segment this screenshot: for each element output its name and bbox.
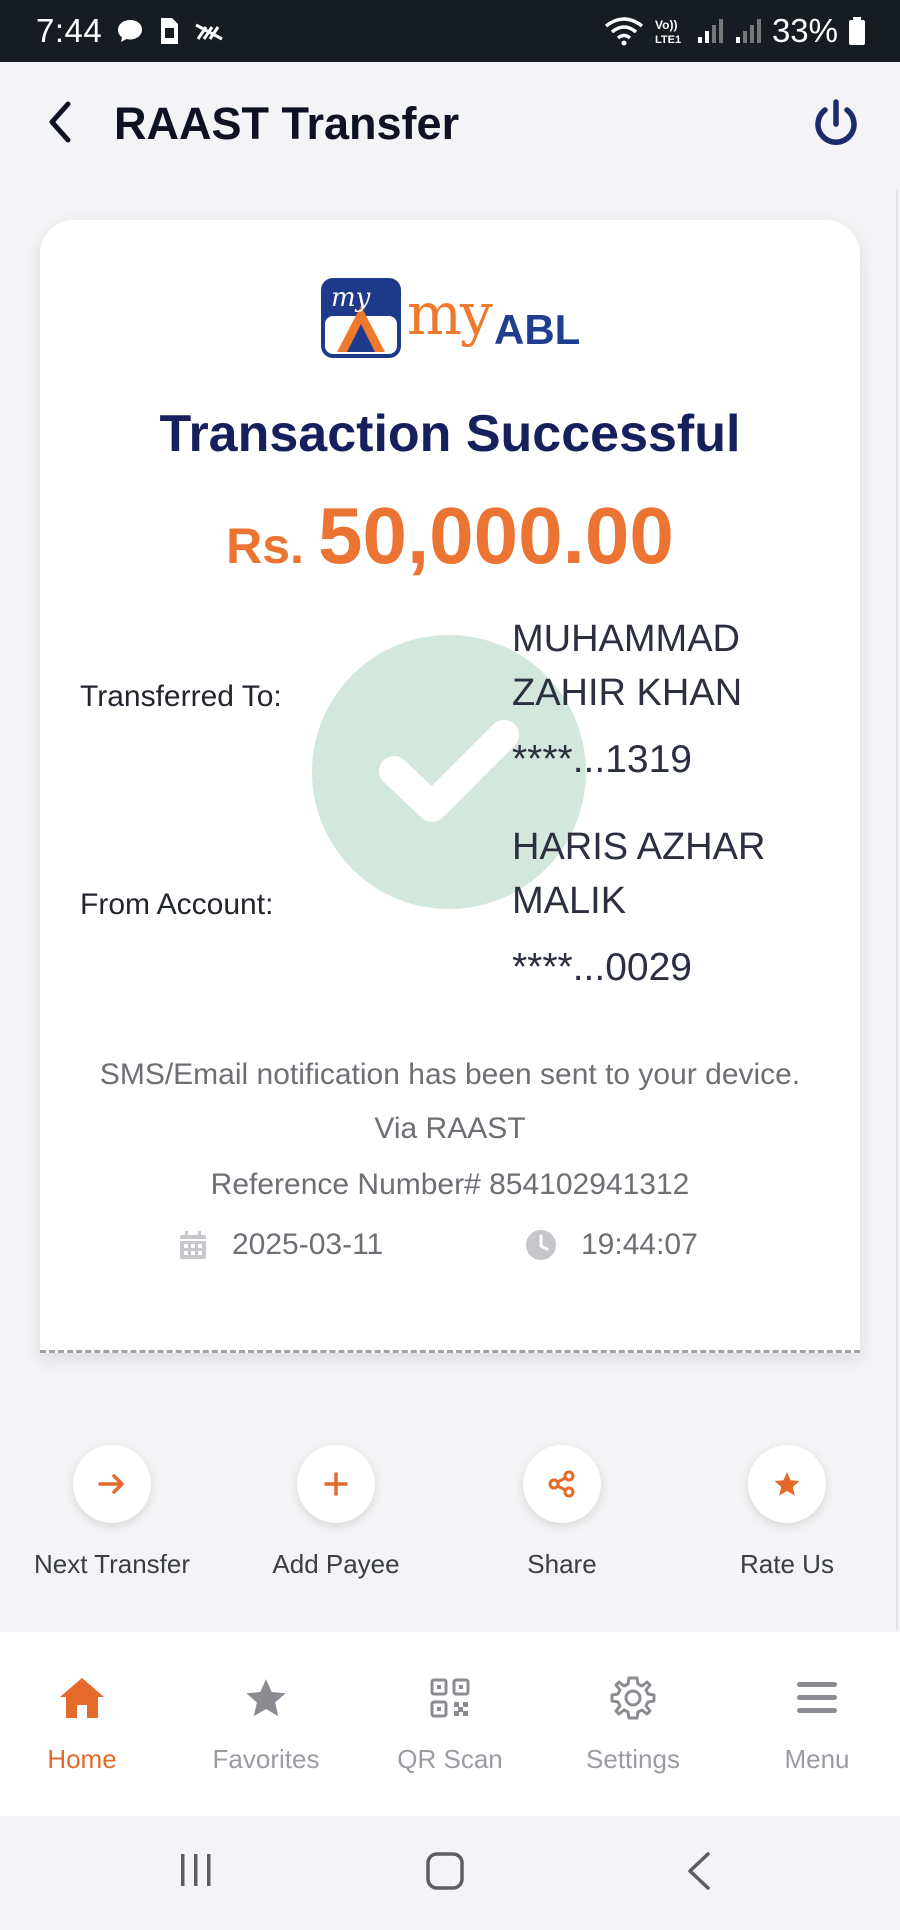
chevron-left-icon (46, 100, 74, 149)
recent-apps-icon (176, 1850, 216, 1890)
receipt-card (40, 220, 860, 1353)
payee-name-line1: MUHAMMAD (512, 618, 740, 660)
nav-icon-wrap (176, 1668, 356, 1728)
hamburger-menu-icon (795, 1678, 839, 1718)
back-button[interactable] (38, 96, 82, 152)
clock-icon (525, 1229, 557, 1261)
logo-text-my: my (407, 280, 491, 348)
nav-label: Favorites (212, 1744, 320, 1774)
time-value: 19:44:07 (581, 1228, 698, 1261)
payee-account: ****...1319 (512, 738, 692, 781)
sender-name-line1: HARIS AZHAR (512, 826, 766, 868)
notification-message: SMS/Email notification has been sent to your device. (99, 1058, 801, 1091)
nav-settings[interactable] (543, 1668, 723, 1775)
sender-name-line2: MALIK (512, 880, 627, 922)
sim-icon (158, 16, 180, 46)
action-label: Rate Us (740, 1549, 834, 1579)
home-system-button[interactable] (424, 1850, 466, 1892)
system-back-button[interactable] (682, 1850, 716, 1892)
action-circle[interactable] (523, 1445, 601, 1523)
qr-code-icon (430, 1678, 470, 1718)
power-icon (808, 139, 864, 156)
logo-mark-text: my (331, 283, 371, 313)
date-value: 2025-03-11 (232, 1228, 384, 1261)
action-label: Share (527, 1549, 597, 1579)
logo-text-abl: ABL (494, 306, 581, 353)
add-payee-button[interactable] (226, 1445, 446, 1580)
amount (40, 490, 860, 582)
nav-icon-wrap (360, 1668, 540, 1728)
logout-button[interactable] (808, 96, 864, 152)
channel-text: Via RAAST (374, 1112, 526, 1145)
back-chevron-icon (682, 1850, 716, 1892)
recent-apps-button[interactable] (176, 1850, 216, 1890)
share-icon (548, 1470, 576, 1498)
svg-text:Vo)): Vo)) (654, 18, 678, 32)
checkmark-icon (374, 701, 524, 841)
battery-icon (848, 16, 866, 46)
bottom-navigation (0, 1632, 900, 1816)
transaction-date (178, 1228, 383, 1262)
message-bubble-icon (116, 18, 144, 44)
action-label: Next Transfer (33, 1549, 191, 1579)
nav-label: Home (47, 1744, 117, 1774)
receipt-tear-line (40, 1350, 860, 1353)
nav-label: Settings (586, 1744, 680, 1774)
scroll-edge (896, 190, 898, 1630)
nav-menu[interactable] (727, 1668, 900, 1775)
signal-slash-icon (194, 19, 224, 43)
nav-icon-wrap (543, 1668, 723, 1728)
signal-bars-icon (734, 17, 762, 45)
gear-icon (609, 1674, 657, 1722)
sender-account: ****...0029 (512, 946, 692, 989)
status-time: 7:44 (36, 12, 103, 49)
volte-icon (654, 16, 686, 46)
myabl-logo-mark-icon (319, 276, 403, 360)
app-header (0, 62, 900, 187)
svg-text:LTE1: LTE1 (654, 34, 682, 46)
payee-name-line2: ZAHIR KHAN (512, 672, 743, 714)
system-navigation-bar (0, 1816, 900, 1930)
nav-favorites[interactable] (176, 1668, 356, 1775)
transaction-status-title: Transaction Successful (159, 405, 741, 463)
nav-label: QR Scan (397, 1744, 503, 1774)
star-icon (773, 1470, 801, 1498)
nav-icon-wrap (727, 1668, 900, 1728)
wifi-icon (604, 16, 644, 46)
signal-bars-icon (696, 17, 724, 45)
myabl-logo (319, 276, 585, 368)
arrow-right-icon (97, 1473, 127, 1495)
amount-currency: Rs. (226, 518, 304, 574)
calendar-icon (178, 1229, 208, 1261)
plus-icon (323, 1471, 349, 1497)
status-right (604, 12, 866, 50)
reference-number: Reference Number# 854102941312 (210, 1168, 690, 1201)
action-circle[interactable] (748, 1445, 826, 1523)
from-account-label: From Account: (80, 888, 274, 921)
action-circle[interactable] (297, 1445, 375, 1523)
nav-icon-wrap (0, 1668, 172, 1728)
share-button[interactable] (452, 1445, 672, 1580)
nav-label: Menu (784, 1744, 850, 1774)
action-label: Add Payee (272, 1549, 400, 1579)
rate-us-button[interactable] (677, 1445, 897, 1580)
status-bar (0, 0, 900, 62)
battery-percent: 33% (771, 12, 838, 49)
home-square-icon (424, 1850, 466, 1892)
home-icon (57, 1675, 107, 1721)
star-icon (244, 1676, 288, 1720)
status-left (36, 12, 224, 50)
nav-qr-scan[interactable] (360, 1668, 540, 1775)
transferred-to-label: Transferred To: (80, 680, 282, 713)
page-title: RAAST Transfer (114, 98, 460, 149)
transaction-time (525, 1228, 698, 1262)
nav-home[interactable] (0, 1668, 172, 1775)
next-transfer-button[interactable] (2, 1445, 222, 1580)
amount-value: 50,000.00 (317, 491, 674, 580)
action-circle[interactable] (73, 1445, 151, 1523)
